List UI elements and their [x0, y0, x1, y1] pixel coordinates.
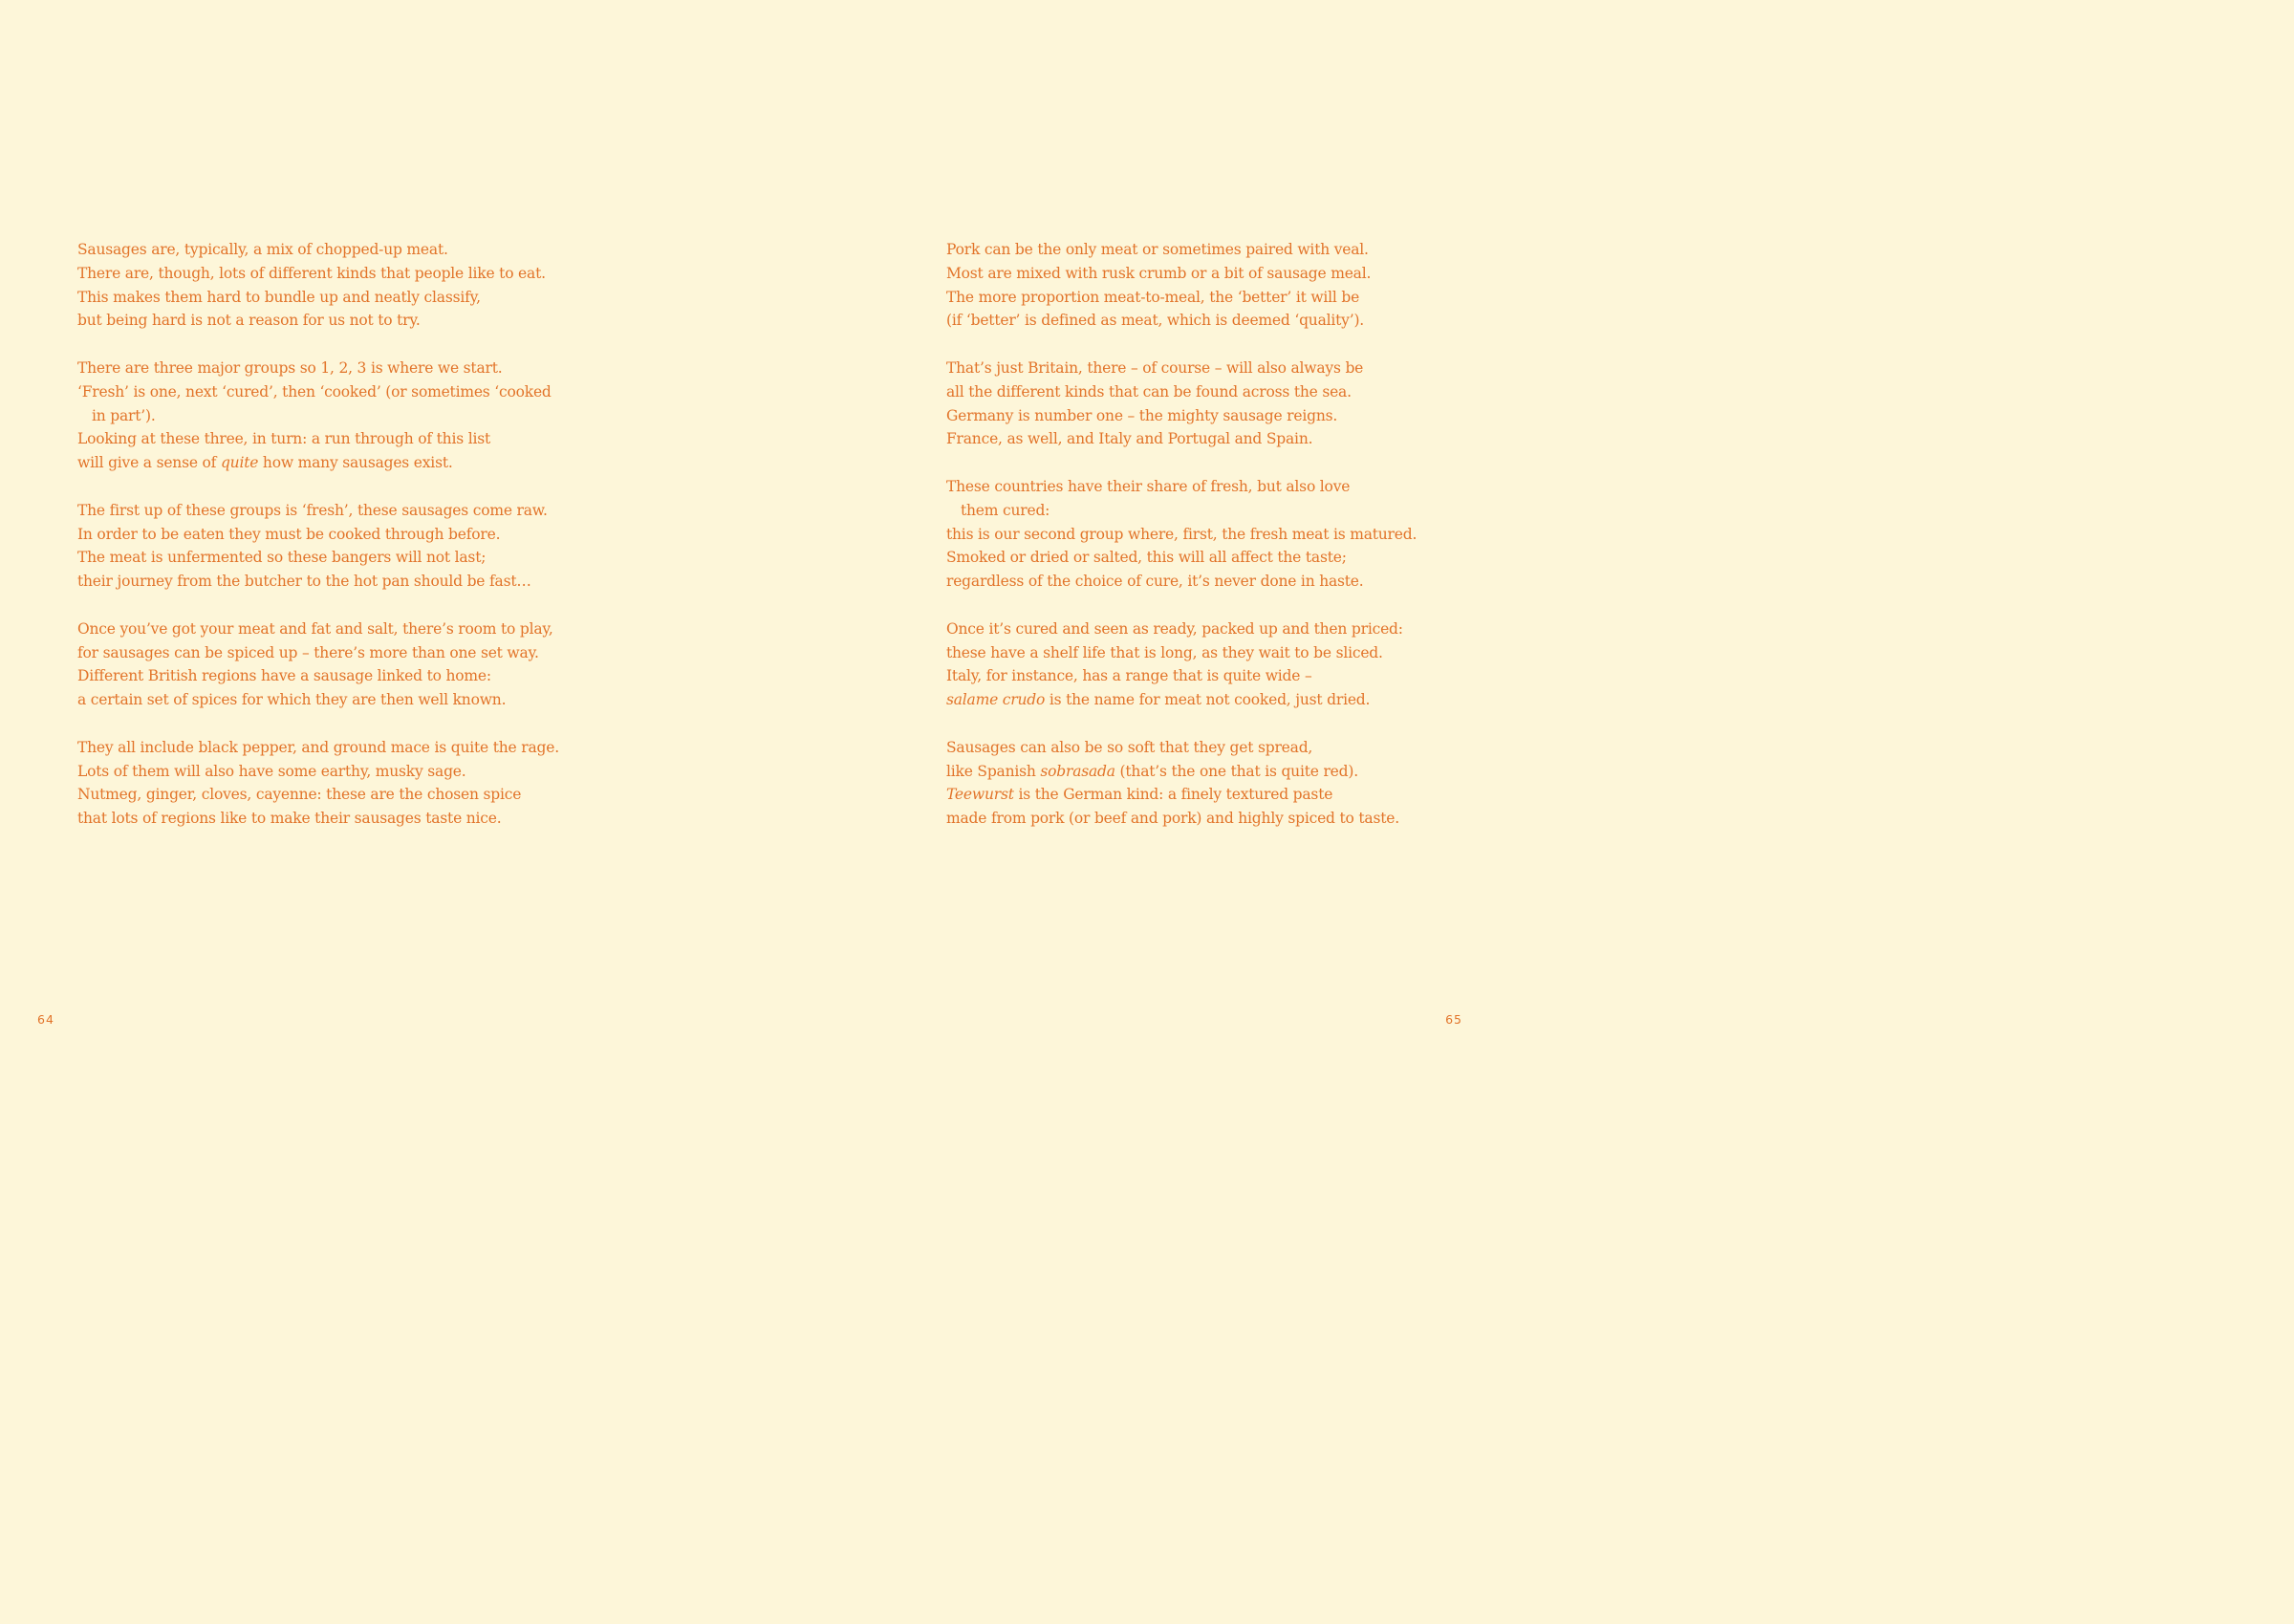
left-page [0, 0, 749, 1061]
poem-line: Pork can be the only meat or sometimes paired with veal. [946, 241, 1369, 258]
poem-line-text: will give a sense of [77, 454, 221, 472]
poem-line: Sausages are, typically, a mix of chopped-up meat. [77, 241, 448, 258]
right-page [749, 0, 1499, 1061]
poem-text-left [77, 238, 559, 855]
poem-line: Italy, for instance, has a range that is quite wide – [946, 667, 1312, 685]
italic-emphasis: quite [220, 454, 259, 472]
poem-line: There are three major groups so 1, 2, 3 is where we start. [77, 358, 503, 377]
stanza [77, 736, 559, 831]
poem-line: Looking at these three, in turn: a run through of this list [77, 430, 490, 448]
poem-line-continuation: in part’). [92, 406, 156, 424]
poem-text-right [946, 238, 1417, 855]
poem-line: but being hard is not a reason for us not to try. [77, 312, 421, 330]
poem-line: Smoked or dried or salted, this will all affect the taste; [946, 549, 1347, 567]
poem-line-text: is the German kind: a finely textured paste [1013, 786, 1333, 804]
poem-line: Different British regions have a sausage linked to home: [77, 667, 491, 685]
stanza [77, 238, 559, 333]
poem-line-text: is the name for meat not cooked, just dried. [1045, 691, 1371, 709]
poem-line: The more proportion meat-to-meal, the ‘better’ it will be [946, 288, 1360, 306]
poem-line: a certain set of spices for which they are then well known. [77, 691, 507, 709]
italic-emphasis: Teewurst [946, 786, 1014, 804]
stanza [946, 736, 1417, 831]
poem-line: That’s just Britain, there – of course – will also always be [946, 358, 1364, 377]
poem-line: The meat is unfermented so these bangers will not last; [77, 549, 487, 567]
poem-line-text: (that’s the one that is quite red). [1115, 762, 1358, 780]
poem-line-text: like Spanish [946, 762, 1041, 780]
poem-line: (if ‘better’ is defined as meat, which is deemed ‘quality’). [946, 312, 1365, 330]
poem-line: They all include black pepper, and ground mace is quite the rage. [77, 738, 559, 756]
poem-line: ‘Fresh’ is one, next ‘cured’, then ‘cooked’ (or sometimes ‘cooked [77, 382, 552, 401]
stanza [77, 357, 559, 475]
stanza [946, 357, 1417, 451]
italic-emphasis: salame crudo [946, 691, 1046, 709]
poem-line: that lots of regions like to make their sausages taste nice. [77, 810, 502, 828]
poem-line: This makes them hard to bundle up and neatly classify, [77, 288, 481, 306]
poem-line-text: how many sausages exist. [258, 454, 453, 472]
italic-emphasis: sobrasada [1040, 762, 1115, 780]
poem-line: Sausages can also be so soft that they get spread, [946, 738, 1313, 756]
poem-line: Most are mixed with rusk crumb or a bit of sausage meal. [946, 264, 1372, 282]
poem-line: There are, though, lots of different kinds that people like to eat. [77, 264, 546, 282]
poem-line: Once it’s cured and seen as ready, packed up and then priced: [946, 619, 1403, 638]
poem-line [77, 451, 559, 475]
poem-line [946, 688, 1417, 712]
page-number-left: 64 [37, 1012, 54, 1027]
poem-line: In order to be eaten they must be cooked through before. [77, 525, 501, 543]
stanza [946, 238, 1417, 333]
poem-line [946, 760, 1417, 784]
stanza [946, 617, 1417, 712]
stanza [946, 475, 1417, 594]
poem-line: The first up of these groups is ‘fresh’, these sausages come raw. [77, 501, 548, 519]
poem-line: These countries have their share of fresh, but also love [946, 477, 1351, 495]
poem-line: Germany is number one – the mighty sausage reigns. [946, 406, 1338, 424]
stanza [77, 617, 559, 712]
poem-line: Once you’ve got your meat and fat and salt, there’s room to play, [77, 619, 553, 638]
poem-line: made from pork (or beef and pork) and highly spiced to taste. [946, 810, 1399, 828]
poem-line: this is our second group where, first, the fresh meat is matured. [946, 525, 1418, 543]
poem-line: their journey from the butcher to the hot pan should be fast… [77, 573, 531, 591]
stanza [77, 499, 559, 594]
poem-line: these have a shelf life that is long, as they wait to be sliced. [946, 643, 1383, 661]
poem-line: for sausages can be spiced up – there’s more than one set way. [77, 643, 539, 661]
poem-line: all the different kinds that can be found across the sea. [946, 382, 1352, 401]
poem-line: Nutmeg, ginger, cloves, cayenne: these are the chosen spice [77, 786, 522, 804]
poem-line: regardless of the choice of cure, it’s never done in haste. [946, 573, 1364, 591]
page-number-right: 65 [1445, 1012, 1462, 1027]
poem-line: Lots of them will also have some earthy, musky sage. [77, 762, 466, 780]
poem-line-continuation: them cured: [961, 501, 1050, 519]
poem-line: France, as well, and Italy and Portugal and Spain. [946, 430, 1313, 448]
poem-line [946, 783, 1417, 807]
